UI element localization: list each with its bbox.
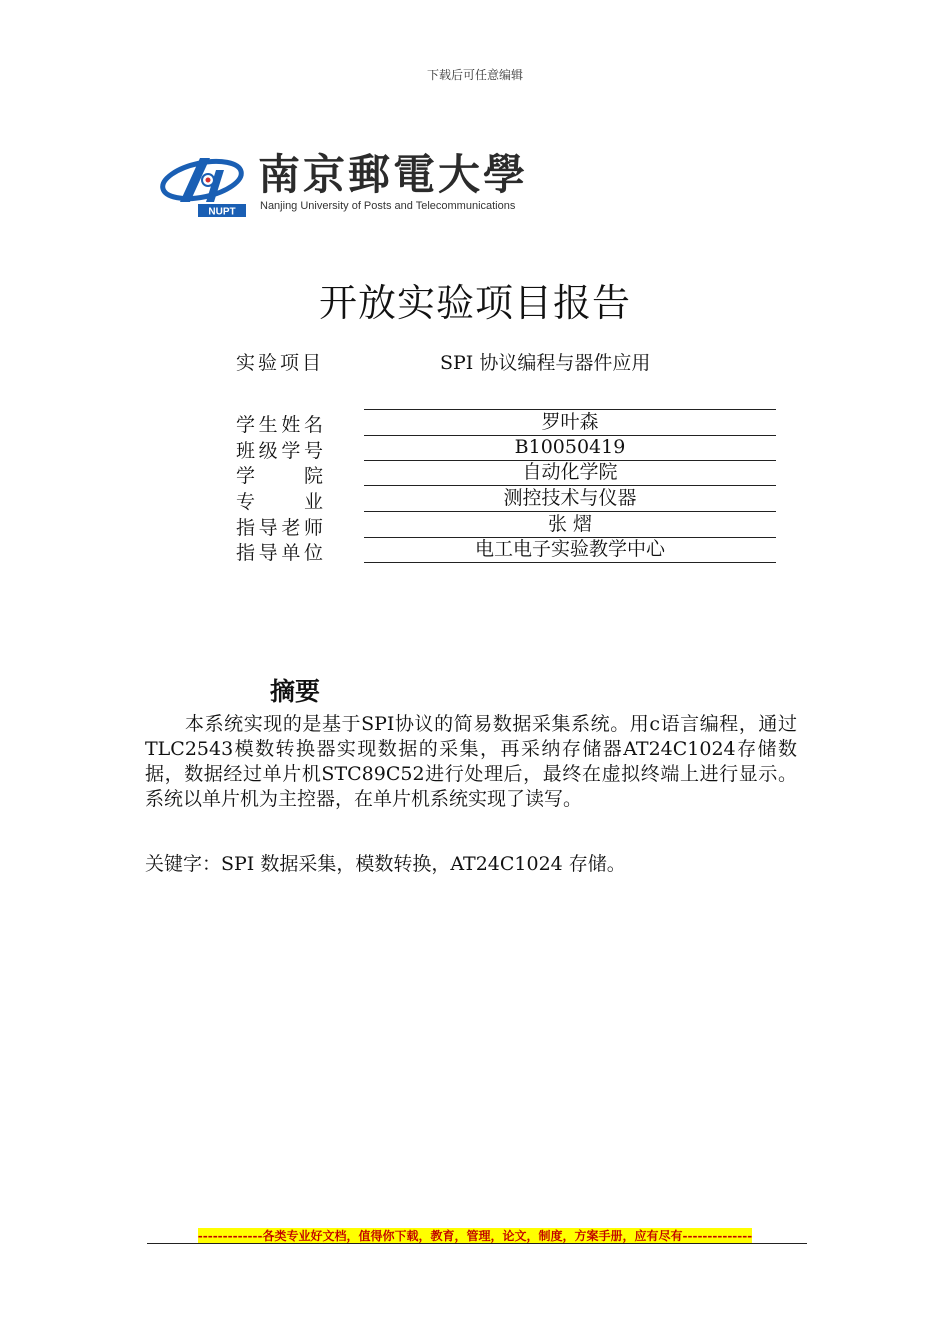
- header-note: 下载后可任意编辑: [426, 68, 523, 82]
- university-logo: [158, 142, 548, 220]
- info-row: [236, 486, 776, 512]
- nupt-emblem-icon: [158, 150, 250, 218]
- info-value: 张 熠: [364, 512, 776, 538]
- info-label: 指 导 老 师: [236, 516, 323, 539]
- experiment-value: SPI 协议编程与器件应用: [440, 352, 651, 374]
- abstract-body: 本系统实现的是基于SPI协议的简易数据采集系统。用c语言编程，通过TLC2543模数转换器实现数据的采集，再采纳存储器AT24C1024存储数据，数据经过单片机STC89C52进行处理后，最终在虚拟终端上进行显示。系统以单片机为主控器，在单片机系统实现了读写。: [145, 713, 797, 810]
- footer-banner: [0, 1227, 950, 1244]
- info-row: [236, 409, 776, 435]
- report-title: 开放实验项目报告: [318, 281, 631, 325]
- info-label: 学 生 姓 名: [236, 414, 323, 436]
- info-value: 自动化学院: [364, 460, 776, 486]
- logo-cn-name: 南京郵電大學: [258, 150, 529, 199]
- info-row: [236, 537, 776, 563]
- experiment-label: 实验项目: [236, 352, 325, 374]
- info-label: 专 业: [236, 491, 323, 514]
- footer-banner-text: -------------各类专业好文档，值得你下载，教育，管理，论文，制度，方案手册，应有尽有--------------: [197, 1229, 753, 1243]
- info-value: B10050419: [364, 435, 776, 461]
- info-label: 指 导 单 位: [236, 542, 323, 565]
- info-value: 电工电子实验教学中心: [364, 537, 776, 563]
- info-value: 罗叶森: [364, 409, 776, 436]
- keywords: 关键字：SPI 数据采集，模数转换，AT24C1024 存储。: [145, 853, 626, 875]
- info-value: 测控技术与仪器: [364, 486, 776, 512]
- info-label: 学 院: [236, 465, 323, 488]
- info-row: [236, 460, 776, 486]
- info-row: [236, 512, 776, 538]
- abstract-title: 摘要: [270, 677, 321, 706]
- info-label: 班 级 学 号: [236, 439, 323, 462]
- logo-badge: NUPT: [208, 206, 236, 218]
- student-info-table: [236, 409, 776, 563]
- info-row: [236, 435, 776, 461]
- footer-rule: [147, 1243, 807, 1244]
- logo-en-name: Nanjing University of Posts and Telecommunications: [260, 200, 516, 212]
